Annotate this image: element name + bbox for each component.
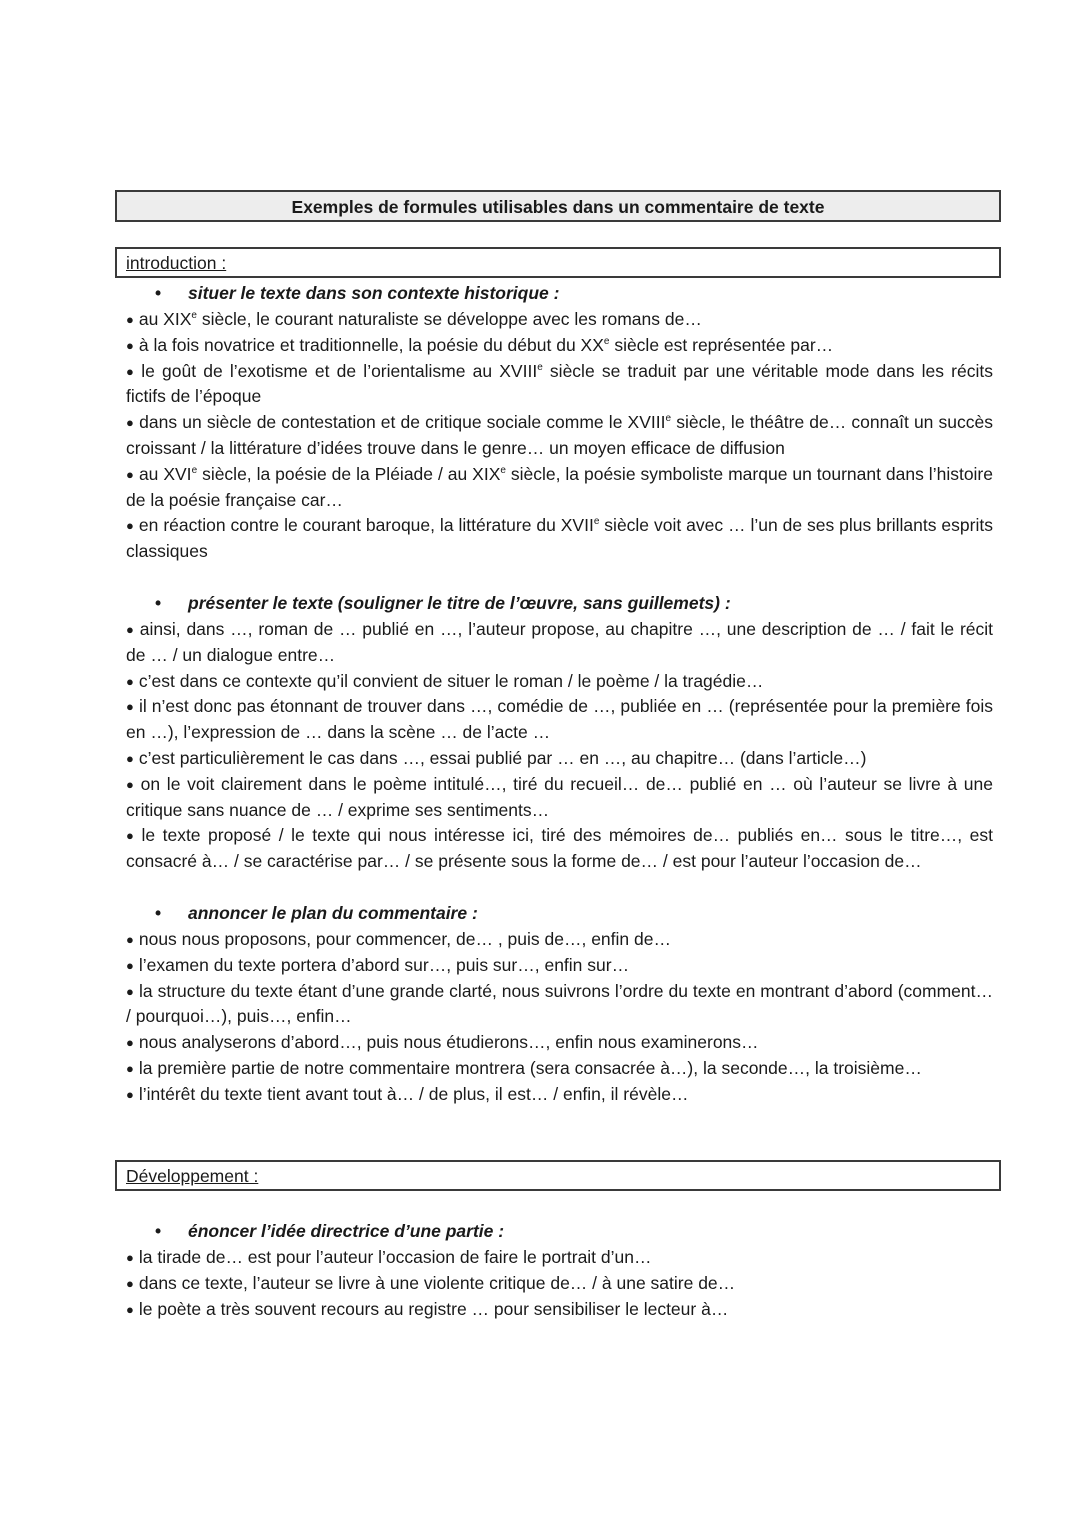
item-text: siècle, le théâtre de… connaît un succès croissant / la littérature d’idées trouve dans le genre… un moyen efficace de diffusion [126, 412, 994, 458]
bullet-icon: ● [126, 673, 134, 689]
item-text: ainsi, dans …, roman de … publié en …, l’auteur propose, au chapitre …, une description de … / fait le récit de … / un dialogue entre… [126, 618, 993, 665]
item-text: siècle est représentée par… [609, 334, 834, 355]
item-text: siècle, le courant naturaliste se développe avec les romans de… [196, 309, 702, 329]
list-item [126, 772, 993, 824]
group-heading [126, 901, 993, 927]
superscript: e [665, 413, 672, 425]
group-situer [126, 281, 993, 565]
group-heading [126, 281, 993, 307]
bullet-icon: ● [126, 1035, 134, 1051]
document-title: Exemples de formules utilisables dans un commentaire de texte [115, 190, 1001, 222]
item-text: à la fois novatrice et traditionnelle, la poésie du début du XX [138, 334, 604, 355]
superscript: e [191, 464, 198, 476]
bullet-icon: ● [126, 957, 134, 973]
list-item [126, 979, 993, 1031]
list-item [126, 1297, 993, 1323]
list-item [126, 359, 993, 411]
superscript: e [500, 464, 506, 476]
bullet-icon: ● [126, 1060, 134, 1076]
bullet-icon: ● [126, 363, 137, 379]
item-text: la tirade de… est pour l’auteur l’occasion de faire le portrait d’un… [138, 1247, 652, 1267]
item-text: la première partie de notre commentaire montrera (sera consacrée à…), la seconde…, la troisième… [138, 1057, 922, 1078]
bullet-icon: ● [126, 1250, 134, 1265]
list-item [126, 333, 993, 359]
item-text: nous analyserons d’abord…, puis nous étudierons…, enfin nous examinerons… [138, 1032, 759, 1053]
list-item [126, 953, 993, 979]
item-text: dans ce texte, l’auteur se livre à une violente critique de… / à une satire de… [138, 1272, 736, 1293]
list-item [126, 927, 993, 953]
bullet-icon: • [155, 902, 162, 923]
superscript: e [603, 335, 610, 347]
item-text: l’intérêt du texte tient avant tout à… / de plus, il est… / enfin, il révèle… [138, 1083, 689, 1104]
developpement-content [126, 1219, 993, 1322]
list-item [126, 669, 993, 695]
bullet-icon: ● [126, 1301, 134, 1317]
list-item [126, 694, 993, 746]
item-text: c’est dans ce contexte qu’il convient de situer le roman / le poème / la tragédie… [138, 670, 764, 691]
bullet-icon: ● [126, 337, 134, 353]
item-text: c’est particulièrement le cas dans …, essai publié par … en …, au chapitre… (dans l’article…) [138, 747, 867, 768]
bullet-icon: ● [126, 1275, 134, 1291]
list-item [126, 410, 993, 462]
superscript: e [191, 310, 197, 321]
item-text: il n’est donc pas étonnant de trouver dans …, comédie de …, publiée en … (représentée pour la première fois en …), l’expression de … dans la scène … de l’acte … [126, 696, 993, 743]
item-text: en réaction contre le courant baroque, la littérature du XVII [138, 515, 594, 536]
bullet-icon: ● [126, 931, 134, 947]
bullet-icon: • [155, 1221, 162, 1241]
list-item [126, 307, 993, 333]
bullet-icon: ● [126, 415, 135, 431]
superscript: e [537, 361, 543, 373]
item-text: le texte proposé / le texte qui nous intéresse ici, tiré des mémoires de… publiés en… sous le titre…, est consacré à… / se caractérise par… / se présente sous la forme de… / est pour l’auteur l’occasion de… [126, 825, 993, 872]
bullet-icon: ● [126, 621, 135, 637]
list-item [126, 617, 993, 669]
item-text: au XVI [138, 463, 192, 484]
list-item [126, 823, 993, 875]
list-item [126, 1056, 993, 1082]
bullet-icon: ● [126, 828, 137, 844]
bullet-icon: ● [126, 699, 134, 715]
bullet-icon: ● [126, 750, 134, 766]
list-item [126, 462, 993, 514]
bullet-icon: ● [126, 1086, 134, 1102]
list-item [126, 1271, 993, 1297]
list-item [126, 1082, 993, 1108]
bullet-icon: ● [126, 312, 134, 327]
bullet-icon: ● [126, 776, 136, 792]
item-text: nous nous proposons, pour commencer, de… , puis de…, enfin de… [138, 928, 671, 949]
bullet-icon: • [155, 283, 162, 303]
item-text: le goût de l’exotisme et de l’orientalisme au XVIII [141, 360, 538, 381]
item-text: l’examen du texte portera d’abord sur…, puis sur…, enfin sur… [138, 954, 630, 975]
section-label-developpement: Développement : [115, 1160, 1001, 1191]
item-text: au XIX [138, 309, 192, 329]
item-text: le poète a très souvent recours au registre … pour sensibiliser le lecteur à… [138, 1298, 729, 1319]
section-label-introduction: introduction : [115, 247, 1001, 278]
item-text: la structure du texte étant d’une grande clarté, nous suivrons l’ordre du texte en montrant d’abord (comment… / pourquoi…), puis…, enfin… [126, 980, 993, 1027]
item-text: siècle voit avec … l’un de ses plus brillants esprits classiques [126, 515, 993, 562]
list-item [126, 513, 993, 565]
item-text: siècle, la poésie de la Pléiade / au XIX [197, 463, 501, 484]
group-annoncer [126, 901, 993, 1108]
bullet-icon: ● [126, 466, 134, 482]
list-item [126, 1030, 993, 1056]
bullet-icon: ● [126, 518, 134, 534]
introduction-content [126, 281, 993, 1108]
bullet-icon: ● [126, 983, 134, 999]
group-heading-text: présenter le texte (souligner le titre de l’œuvre, sans guillemets) : [188, 592, 731, 613]
item-text: dans un siècle de contestation et de critique sociale comme le XVIII [139, 412, 666, 433]
group-heading [126, 1219, 993, 1245]
group-enoncer [126, 1219, 993, 1322]
item-text: siècle, la poésie symboliste marque un tournant dans l’histoire de la poésie française car… [126, 463, 993, 510]
group-presenter [126, 591, 993, 875]
group-heading-text: annoncer le plan du commentaire : [188, 902, 478, 923]
item-text: siècle se traduit par une véritable mode dans les récits fictifs de l’époque [126, 360, 993, 407]
list-item [126, 746, 993, 772]
list-item [126, 1245, 993, 1271]
group-heading [126, 591, 993, 617]
group-heading-text: énoncer l’idée directrice d’une partie : [188, 1221, 505, 1241]
superscript: e [593, 516, 600, 528]
group-heading-text: situer le texte dans son contexte historique : [188, 283, 560, 303]
bullet-icon: • [155, 592, 162, 613]
item-text: on le voit clairement dans le poème intitulé…, tiré du recueil… de… publié en … où l’auteur se livre à une critique sans nuance de … / exprime ses sentiments… [126, 773, 993, 820]
